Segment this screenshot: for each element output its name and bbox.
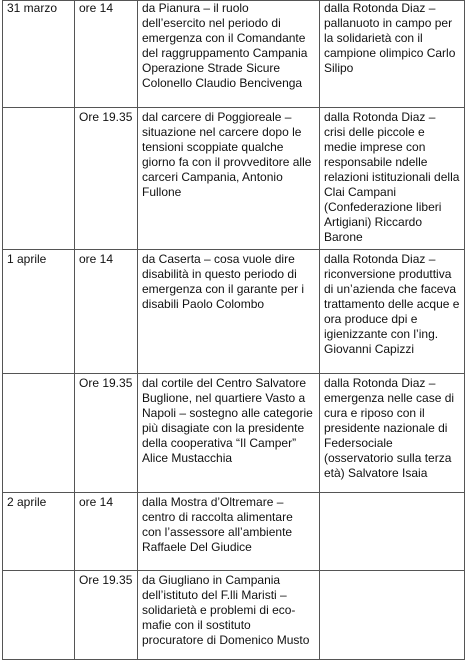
rotonda-cell — [320, 571, 465, 660]
location-cell: da Pianura – il ruolo dell’esercito nel periodo di emergenza con il Comandante del raggruppamento Campania Operazione Strade Sicure Colonello Claudio Bencivenga — [138, 1, 320, 108]
table-row — [3, 571, 465, 660]
table-row — [3, 374, 465, 493]
time-cell: ore 14 — [75, 493, 138, 571]
location-cell: da Caserta – cosa vuole dire disabilità in questo periodo di emergenza con il garante per i disabili Paolo Colombo — [138, 250, 320, 374]
table-row — [3, 493, 465, 571]
location-cell: dal carcere di Poggioreale – situazione nel carcere dopo le tensioni scoppiate qualche giorno fa con il provveditore alle carceri Campania, Antonio Fullone — [138, 108, 320, 250]
rotonda-cell — [320, 493, 465, 571]
rotonda-cell: dalla Rotonda Diaz – pallanuoto in campo per la solidarietà con il campione olimpico Carlo Silipo — [320, 1, 465, 108]
date-cell — [3, 108, 75, 250]
schedule-table — [2, 0, 465, 660]
time-cell: ore 14 — [75, 250, 138, 374]
rotonda-cell: dalla Rotonda Diaz – emergenza nelle case di cura e riposo con il presidente nazionale di Federsociale (osservatorio sulla terza età) Salvatore Isaia — [320, 374, 465, 493]
rotonda-cell: dalla Rotonda Diaz – crisi delle piccole e medie imprese con responsabile ndelle relazioni istituzionali della Clai Campani (Confederazione liberi Artigiani) Riccardo Barone — [320, 108, 465, 250]
location-cell: dal cortile del Centro Salvatore Buglione, nel quartiere Vasto a Napoli – sostegno alle categorie più disagiate con la presidente della cooperativa “Il Camper” Alice Mustacchia — [138, 374, 320, 493]
date-cell — [3, 571, 75, 660]
time-cell: Ore 19.35 — [75, 108, 138, 250]
date-cell: 1 aprile — [3, 250, 75, 374]
date-cell — [3, 374, 75, 493]
location-cell: da Giugliano in Campania dell’istituto del F.lli Maristi – solidarietà e problemi di eco-mafie con il sostituto procuratore di Domenico Musto — [138, 571, 320, 660]
time-cell: Ore 19.35 — [75, 571, 138, 660]
rotonda-cell: dalla Rotonda Diaz – riconversione produttiva di un’azienda che faceva trattamento delle acque e ora produce dpi e igienizzante con l’ing. Giovanni Capizzi — [320, 250, 465, 374]
date-cell: 31 marzo — [3, 1, 75, 108]
table-row — [3, 250, 465, 374]
table-row — [3, 108, 465, 250]
table-row — [3, 1, 465, 108]
time-cell: ore 14 — [75, 1, 138, 108]
date-cell: 2 aprile — [3, 493, 75, 571]
time-cell: Ore 19.35 — [75, 374, 138, 493]
location-cell: dalla Mostra d’Oltremare – centro di raccolta alimentare con l’assessore all’ambiente Raffaele Del Giudice — [138, 493, 320, 571]
